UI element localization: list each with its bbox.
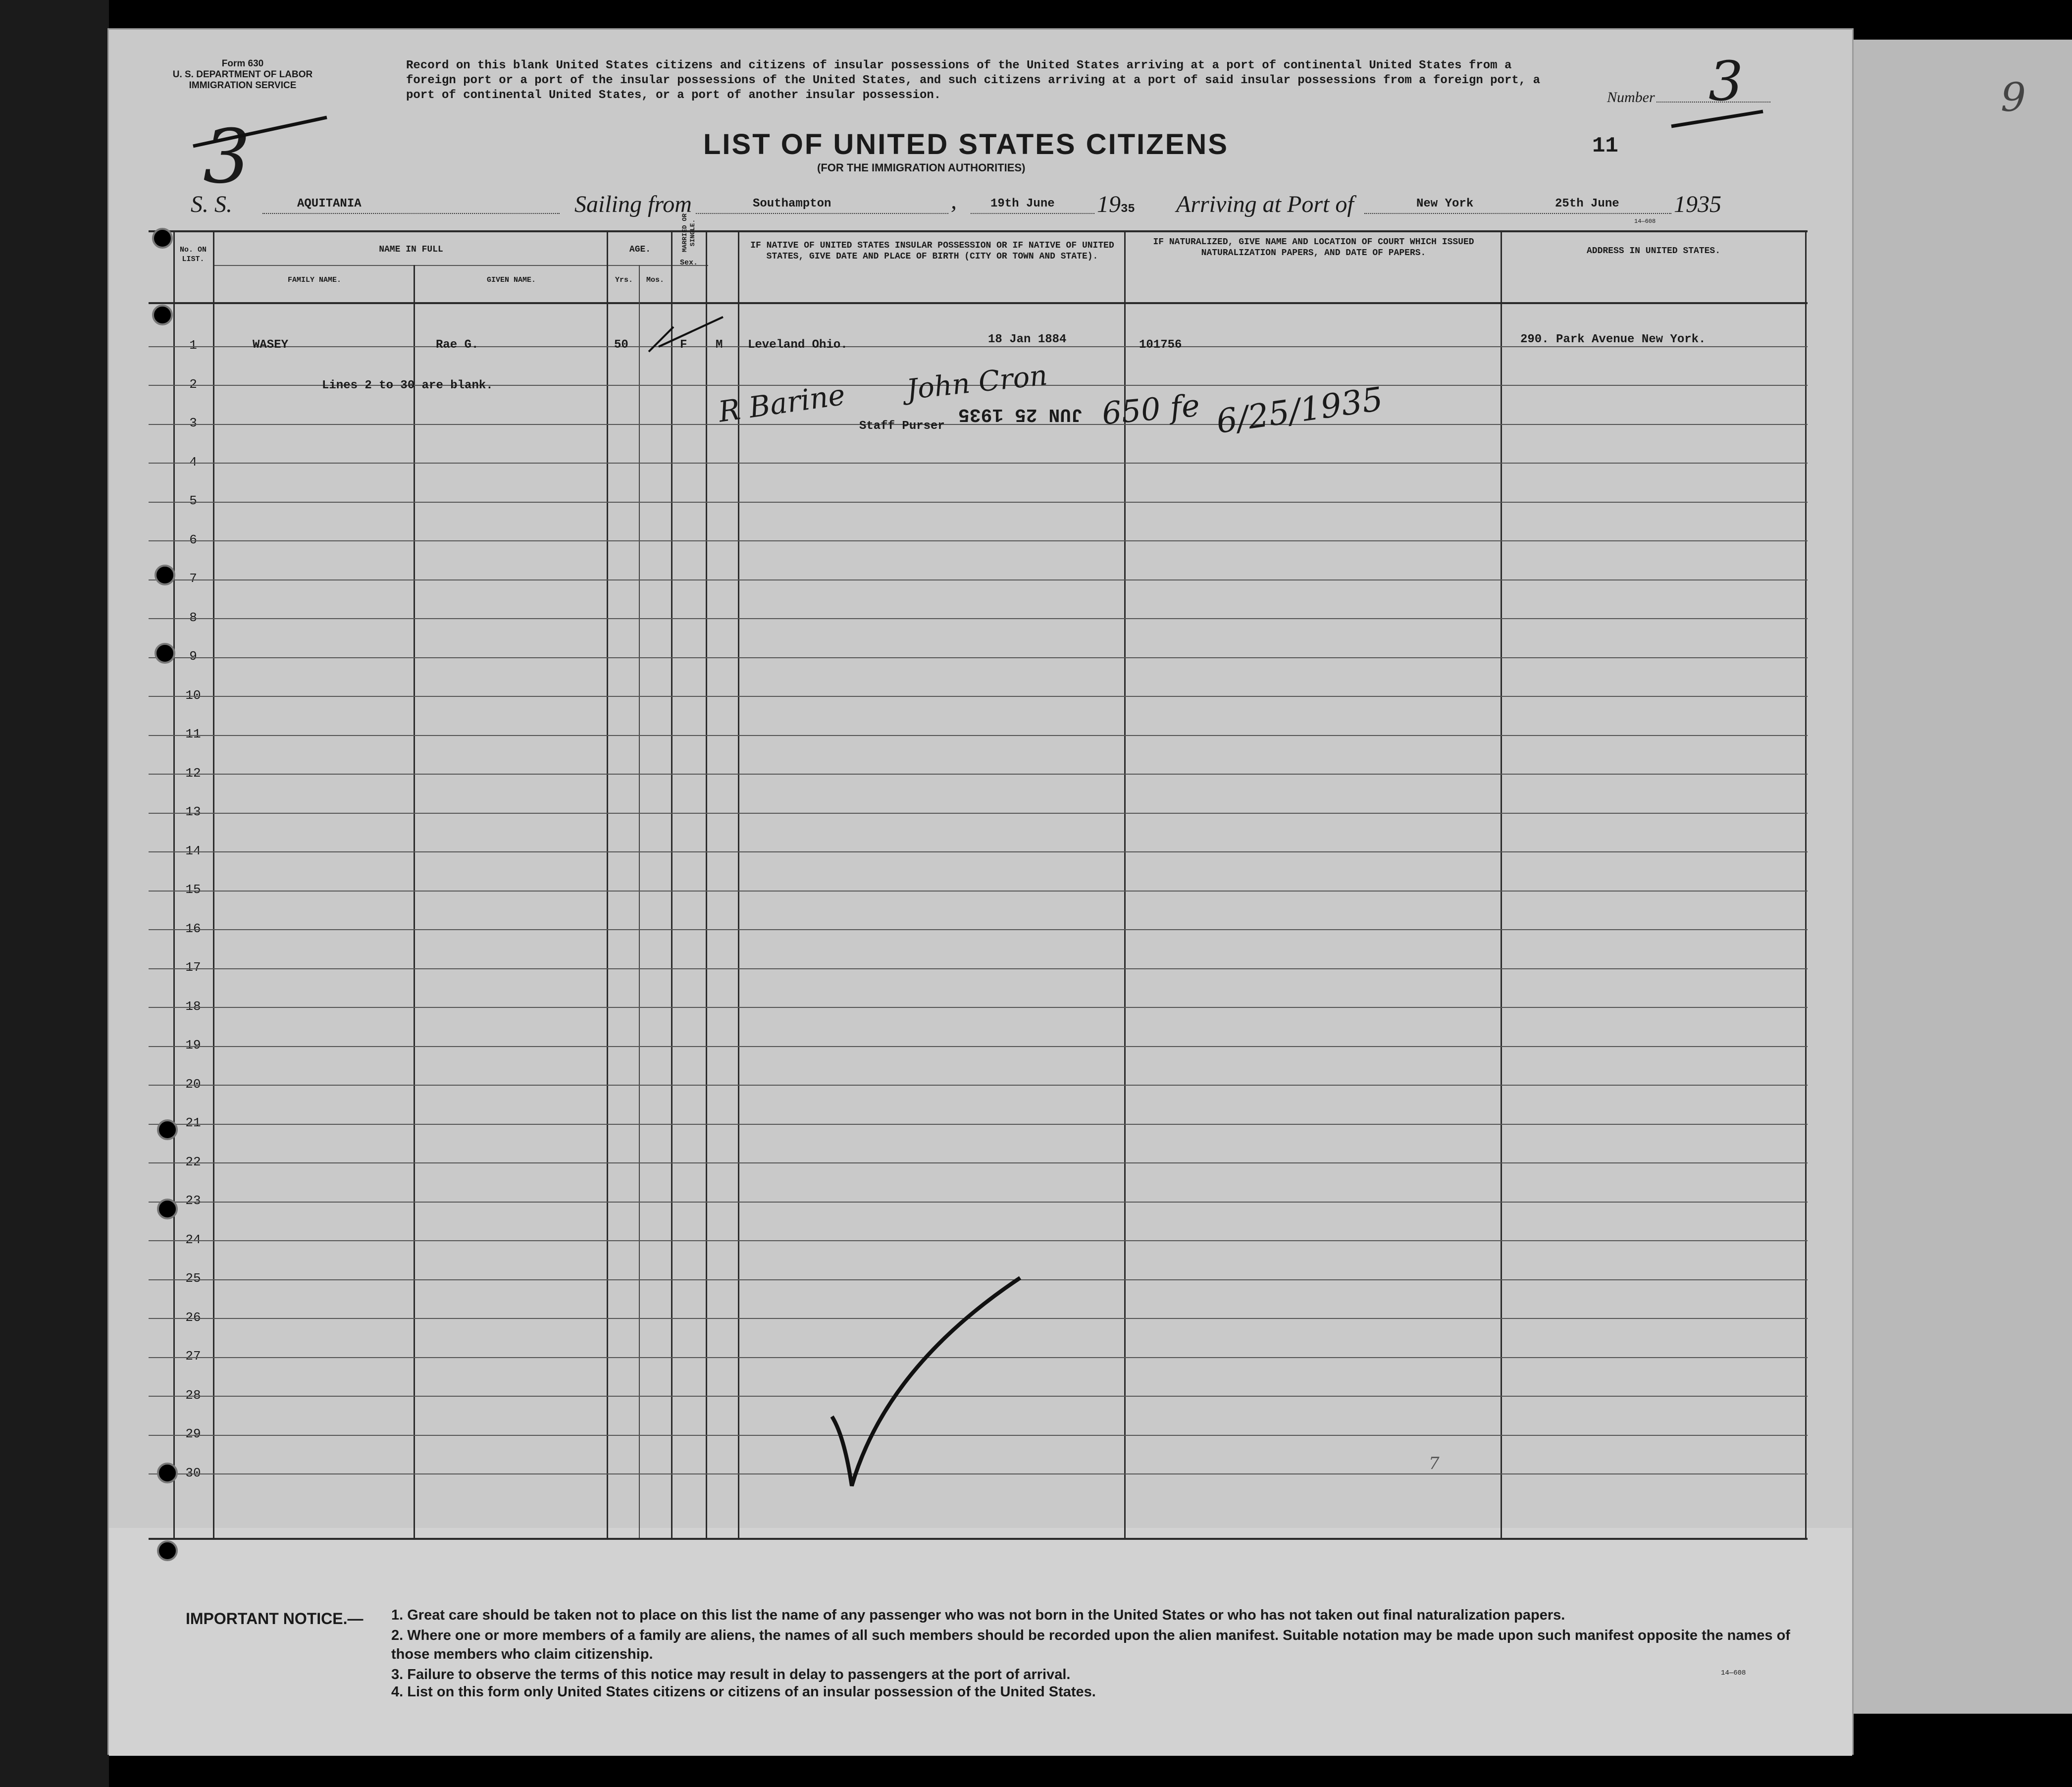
entry-age-yrs: 50	[614, 338, 628, 352]
arriving-port: New York	[1416, 197, 1474, 210]
number-underline-mark	[1669, 104, 1768, 134]
underlying-page	[1842, 40, 2072, 1714]
column-line-address	[1501, 230, 1502, 1538]
row-number: 5	[189, 493, 197, 508]
punch-hole	[157, 1463, 178, 1483]
handwritten-signature-2: John Cron	[905, 359, 1049, 406]
row-line	[149, 1046, 1808, 1047]
row-number: 26	[185, 1310, 201, 1325]
row-line	[149, 774, 1808, 775]
entry-given-name: Rae G.	[436, 338, 479, 352]
col-given-name: GIVEN NAME.	[486, 276, 536, 284]
entry-naturalization: 101756	[1139, 338, 1182, 352]
notice-item-2: 2. Where one or more members of a family are aliens, the names of all such members should be recorded upon the alien manifest. Suitable notation may be made upon such manifest opposite the names of those members who claim citizenship.	[391, 1628, 1790, 1662]
page-number: 11	[1592, 134, 1618, 158]
column-line-given	[414, 265, 415, 1538]
column-line-native	[738, 230, 739, 1538]
col-mos: Mos.	[646, 276, 664, 284]
sailing-label: Sailing from	[574, 191, 692, 217]
sailing-date: 19th June	[990, 197, 1055, 210]
column-line-mos	[639, 265, 640, 1538]
entry-birth-place: Leveland Ohio.	[748, 338, 848, 352]
blank-lines-note: Lines 2 to 30 are blank.	[322, 379, 493, 392]
row-line	[149, 1162, 1808, 1163]
row-line	[149, 463, 1808, 464]
row-line	[149, 657, 1808, 658]
ship-name: AQUITANIA	[297, 197, 362, 210]
form-number: Form 630	[221, 58, 264, 69]
row-number: 10	[185, 687, 201, 703]
binding-edge	[0, 0, 109, 1787]
row-number: 1	[189, 338, 197, 353]
sailing-port: Southampton	[753, 197, 831, 210]
row-line	[149, 1085, 1808, 1086]
row-line	[149, 851, 1808, 852]
row-line	[149, 735, 1808, 736]
table-bottom-border	[149, 1538, 1808, 1540]
punch-hole	[155, 643, 175, 664]
row-number: 7	[189, 571, 197, 586]
entry-address: 290. Park Avenue New York.	[1520, 333, 1706, 346]
row-number: 18	[185, 999, 201, 1014]
name-subheader-line	[213, 265, 708, 266]
checkmark-icon	[822, 1268, 1030, 1496]
row-number: 30	[185, 1465, 201, 1480]
stray-mark: 7	[1429, 1454, 1440, 1473]
row-number: 15	[185, 882, 201, 897]
form-code: 14—608	[1721, 1669, 1746, 1677]
row-number: 21	[185, 1115, 201, 1130]
row-line	[149, 813, 1808, 814]
arriving-date: 25th June	[1555, 197, 1619, 210]
handwritten-code: 650 fe	[1100, 387, 1201, 432]
handwritten-signature-1: R Barine	[716, 377, 847, 429]
notice-item-1: 1. Great care should be taken not to place on this list the name of any passenger who was not born in the United States or who has not taken out final naturalization papers.	[391, 1607, 1565, 1623]
row-number: 16	[185, 921, 201, 936]
page-title: LIST OF UNITED STATES CITIZENS	[703, 128, 1229, 160]
row-line	[149, 1240, 1808, 1241]
punch-hole	[157, 1540, 178, 1561]
row-line	[149, 1007, 1808, 1008]
row-line	[149, 968, 1808, 969]
row-number: 24	[185, 1232, 201, 1247]
entry-family-name: WASEY	[253, 338, 289, 352]
row-number: 9	[189, 649, 197, 664]
arriving-year-prefix: 19	[1674, 191, 1698, 217]
row-line	[149, 502, 1808, 503]
punch-hole	[157, 1119, 178, 1140]
punch-hole	[152, 305, 173, 325]
col-age: AGE.	[629, 245, 651, 255]
row-number: 3	[189, 416, 197, 430]
ss-label: S. S.	[191, 191, 232, 217]
row-number: 4	[189, 454, 197, 470]
notice-title: IMPORTANT NOTICE.—	[186, 1610, 363, 1628]
row-line	[149, 696, 1808, 697]
col-native: IF NATIVE OF UNITED STATES INSULAR POSSESSION OR IF NATIVE OF UNITED STATES, GIVE DATE AND PLACE OF BIRTH (CITY OR TOWN AND STATE).	[750, 241, 1114, 262]
entry-birth-date: 18 Jan 1884	[988, 333, 1067, 346]
sailing-port-fill-line	[696, 213, 948, 214]
age-tick-mark	[644, 312, 733, 357]
arriving-fill-line	[1364, 213, 1671, 214]
col-married-or-single: MARRIED OR SINGLE.	[681, 213, 696, 253]
table-top-border	[149, 230, 1808, 232]
row-line	[149, 579, 1808, 580]
row-line	[149, 1124, 1808, 1125]
row-number: 13	[185, 804, 201, 819]
col-address: ADDRESS IN UNITED STATES.	[1586, 246, 1721, 256]
column-line-family	[213, 230, 214, 1538]
number-label: Number	[1607, 89, 1655, 105]
three-strike-mark	[188, 111, 337, 151]
row-number: 19	[185, 1038, 201, 1052]
row-number: 29	[185, 1426, 201, 1441]
sailing-date-fill-line	[971, 213, 1094, 214]
col-sex: Sex.	[679, 259, 698, 267]
department: U. S. DEPARTMENT OF LABOR	[172, 69, 313, 80]
arriving-label: Arriving at Port of	[1176, 191, 1354, 217]
row-line	[149, 1202, 1808, 1203]
arriving-year	[1674, 191, 1721, 218]
col-family-name: FAMILY NAME.	[287, 276, 342, 284]
col-naturalized: IF NATURALIZED, GIVE NAME AND LOCATION OF COURT WHICH ISSUED NATURALIZATION PAPERS, AND DATE OF PAPERS.	[1153, 237, 1474, 258]
form-instructions: Record on this blank United States citizens and citizens of insular possessions of the United States arriving at a port of continental United States from a foreign port or a port of the insular possessions of the United States, and such citizens arriving at a port of said insular possessions from a foreign port, a port of continental United States, or a port of another insular possession.	[406, 59, 1540, 102]
column-line-married	[706, 230, 707, 1538]
handwritten-three: 3	[203, 114, 251, 200]
sailing-year	[1097, 191, 1135, 218]
notice-item-3: 3. Failure to observe the terms of this notice may result in delay to passengers at the port of arrival.	[391, 1667, 1071, 1682]
arriving-year-suffix: 35	[1698, 191, 1721, 217]
row-number: 8	[189, 610, 197, 625]
row-number: 12	[185, 765, 201, 781]
notice-item-4: 4. List on this form only United States citizens or citizens of an insular possession of the United States.	[391, 1684, 1096, 1700]
col-yrs: Yrs.	[615, 276, 633, 284]
form-identifier	[139, 58, 347, 91]
punch-hole	[157, 1199, 178, 1219]
row-number: 27	[185, 1349, 201, 1364]
number-value: 3	[1709, 50, 1743, 113]
row-number: 14	[185, 843, 201, 858]
column-line-right	[1805, 230, 1807, 1538]
page-subtitle: (FOR THE IMMIGRATION AUTHORITIES)	[817, 161, 1026, 174]
comma-1: ,	[951, 188, 957, 214]
ship-fill-line	[262, 213, 560, 214]
punch-hole	[155, 565, 175, 585]
corner-mark: 9	[2001, 74, 2026, 120]
row-number: 17	[185, 960, 201, 975]
row-number: 23	[185, 1193, 201, 1208]
handwritten-date: 6/25/1935	[1214, 379, 1386, 441]
column-line-age	[607, 230, 608, 1538]
entry-married: M	[716, 338, 723, 352]
entry-sex: F	[680, 338, 687, 352]
row-number: 28	[185, 1387, 201, 1403]
header-bottom-border	[149, 302, 1808, 304]
row-number: 11	[185, 727, 201, 741]
col-name-in-full: NAME IN FULL	[379, 245, 443, 255]
col-no-on-list: No. ON LIST.	[179, 246, 207, 263]
row-number: 20	[185, 1076, 201, 1092]
sailing-year-suffix: 35	[1121, 203, 1135, 216]
row-number: 25	[185, 1271, 201, 1286]
row-line	[149, 618, 1808, 619]
print-code-top: 14—608	[1634, 218, 1656, 225]
date-stamp: JUN 25 1935	[958, 404, 1083, 425]
row-number: 22	[185, 1154, 201, 1169]
column-line-sex	[671, 230, 673, 1538]
row-number: 2	[189, 376, 197, 392]
staff-purser-label: Staff Purser	[859, 420, 945, 433]
punch-hole	[152, 228, 173, 249]
row-line	[149, 891, 1808, 892]
service: IMMIGRATION SERVICE	[189, 80, 297, 91]
row-line	[149, 929, 1808, 930]
row-number: 6	[189, 532, 197, 547]
row-line	[149, 540, 1808, 541]
sailing-year-prefix: 19	[1097, 191, 1121, 217]
column-line-no	[173, 230, 175, 1538]
